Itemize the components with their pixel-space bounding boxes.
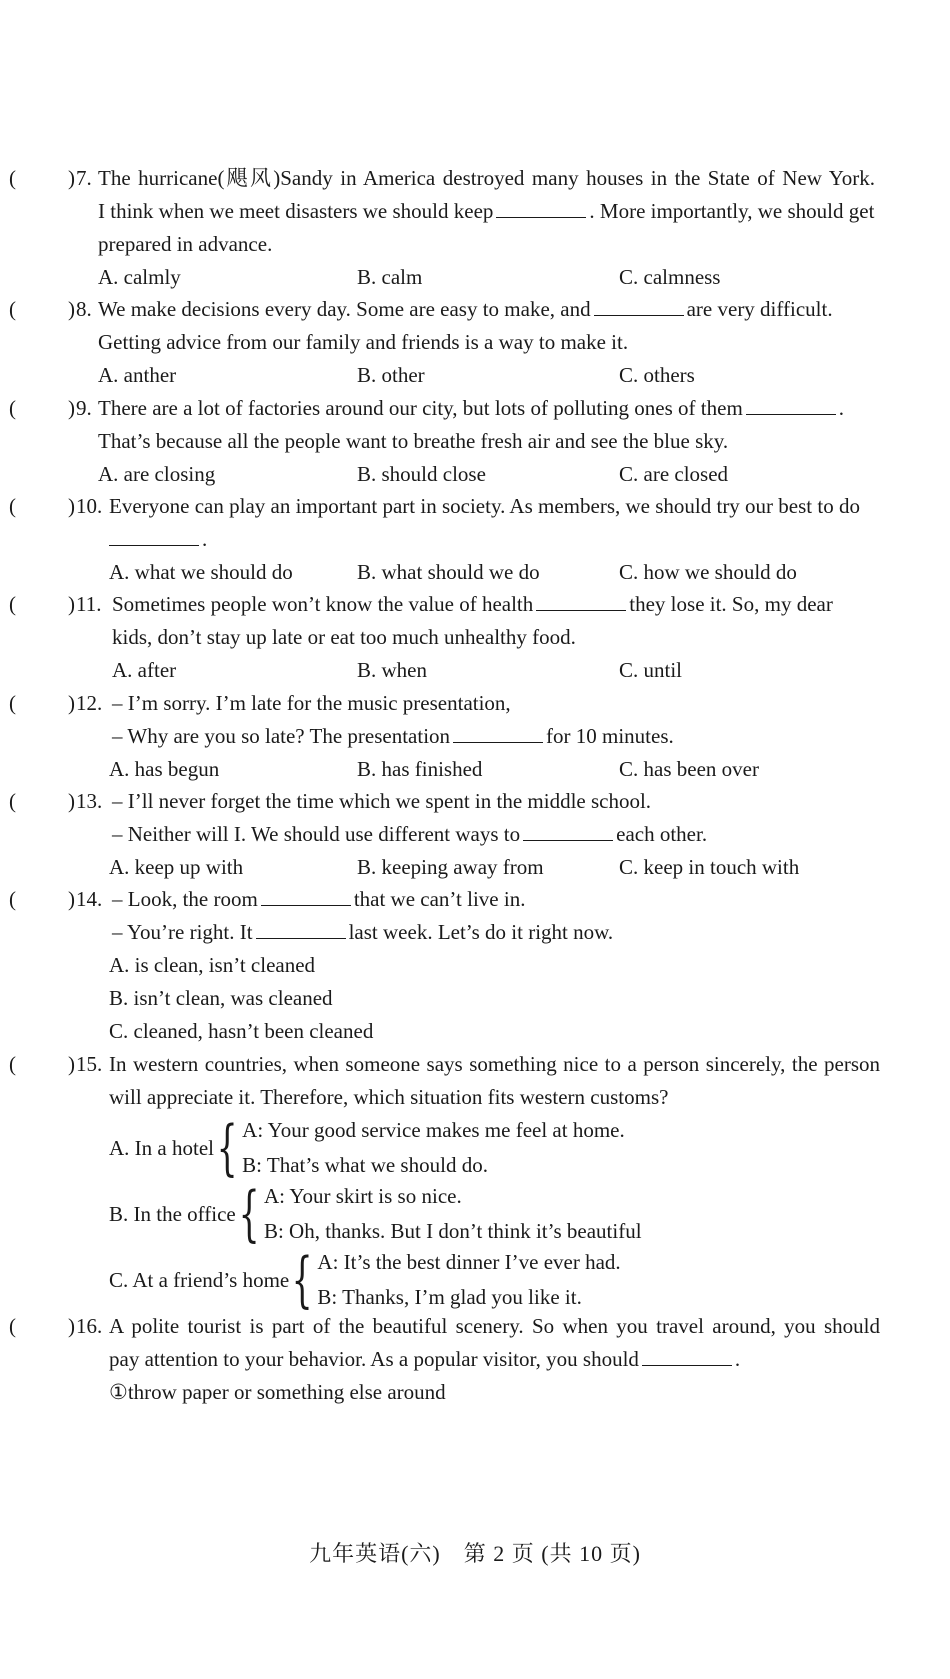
option-a: A. after: [112, 658, 177, 682]
answer-blank: [594, 297, 684, 316]
answer-paren-close: ): [68, 1052, 75, 1076]
dialogue-line-b: B: That’s what we should do.: [242, 1153, 488, 1177]
answer-paren-open: (: [9, 789, 16, 813]
answer-paren-open: (: [9, 297, 16, 321]
option-a: A. is clean, isn’t cleaned: [109, 953, 316, 977]
question-text-line: .: [109, 527, 207, 551]
option-a: A. what we should do: [109, 560, 293, 584]
question-number: 10.: [76, 494, 103, 518]
option-a: A. has begun: [109, 757, 220, 781]
question-text-line: In western countries, when someone says something nice to a person sincerely, the person: [109, 1052, 880, 1076]
answer-blank: [642, 1347, 732, 1366]
answer-paren-open: (: [9, 691, 16, 715]
answer-blank: [109, 527, 199, 546]
answer-paren-close: ): [68, 166, 75, 190]
option-b: B. keeping away from: [357, 855, 544, 879]
question-text-line: We make decisions every day. Some are easy to make, and are very difficult.: [98, 297, 833, 321]
answer-blank: [453, 724, 543, 743]
option-b: B. calm: [357, 265, 423, 289]
option-b: B. what should we do: [357, 560, 540, 584]
option-b: B. has finished: [357, 757, 483, 781]
question-text-line: Getting advice from our family and friends is a way to make it.: [98, 330, 629, 354]
option-b: B. when: [357, 658, 427, 682]
answer-blank: [496, 199, 586, 218]
dialogue-line-b: B: Oh, thanks. But I don’t think it’s beautiful: [263, 1219, 642, 1243]
question-text-line: – I’ll never forget the time which we spent in the middle school.: [112, 789, 652, 813]
question-text-line: The hurricane(飓风)Sandy in America destroyed many houses in the State of New York.: [98, 166, 875, 190]
answer-paren-open: (: [9, 494, 16, 518]
question-text-line: will appreciate it. Therefore, which situation fits western customs?: [109, 1085, 669, 1109]
option-c: C. until: [619, 658, 683, 682]
option-c: C. keep in touch with: [619, 855, 800, 879]
question-text-line: – I’m sorry. I’m late for the music presentation,: [112, 691, 511, 715]
answer-paren-close: ): [68, 789, 75, 813]
option-a: A. anther: [98, 363, 177, 387]
option-b: [109, 1179, 642, 1249]
answer-paren-open: (: [9, 166, 16, 190]
answer-paren-open: (: [9, 592, 16, 616]
answer-blank: [536, 592, 626, 611]
dialogue-line-a: A: Your good service makes me feel at home.: [242, 1118, 625, 1142]
question-text-line: There are a lot of factories around our city, but lots of polluting ones of them .: [98, 396, 845, 420]
question-number: 16.: [76, 1314, 103, 1338]
answer-paren-close: ): [68, 297, 75, 321]
answer-blank: [261, 887, 351, 906]
page-footer: 九年英语(六) 第 2 页 (共 10 页): [309, 1541, 641, 1566]
answer-paren-close: ): [68, 887, 75, 911]
dialogue-line-a: A: It’s the best dinner I’ve ever had.: [317, 1250, 621, 1274]
answer-paren-close: ): [68, 592, 75, 616]
question-text-line: A polite tourist is part of the beautiful scenery. So when you travel around, you should: [109, 1314, 880, 1338]
question-number: 9.: [76, 396, 92, 420]
question-number: 11.: [76, 592, 102, 616]
option-a: [109, 1113, 625, 1183]
question-text-line: – Neither will I. We should use different ways to each other.: [112, 822, 708, 846]
answer-paren-open: (: [9, 1052, 16, 1076]
option-c: C. are closed: [619, 462, 729, 486]
question-text-line: ①throw paper or something else around: [109, 1380, 446, 1404]
answer-blank: [256, 920, 346, 939]
question-text-line: Everyone can play an important part in society. As members, we should try our best to do: [109, 494, 860, 518]
answer-blank: [523, 822, 613, 841]
brace-symbol: {: [238, 1179, 260, 1249]
brace-symbol: {: [216, 1113, 238, 1183]
answer-paren-close: ): [68, 1314, 75, 1338]
option-c: C. calmness: [619, 265, 721, 289]
answer-paren-close: ): [68, 494, 75, 518]
answer-paren-close: ): [68, 691, 75, 715]
option-b: B. other: [357, 363, 425, 387]
question-text-line: I think when we meet disasters we should keep . More importantly, we should get: [98, 199, 875, 223]
dialogue-line-b: B: Thanks, I’m glad you like it.: [317, 1285, 582, 1309]
question-text-line: kids, don’t stay up late or eat too much unhealthy food.: [112, 625, 576, 649]
question-number: 12.: [76, 691, 103, 715]
question-text-line: That’s because all the people want to breathe fresh air and see the blue sky.: [98, 429, 729, 453]
question-number: 14.: [76, 887, 103, 911]
option-b: B. should close: [357, 462, 486, 486]
answer-paren-open: (: [9, 887, 16, 911]
brace-symbol: {: [291, 1245, 313, 1315]
option-b: B. isn’t clean, was cleaned: [109, 986, 333, 1010]
question-text-line: pay attention to your behavior. As a popular visitor, you should .: [109, 1347, 741, 1371]
question-text-line: – Look, the room that we can’t live in.: [112, 887, 526, 911]
answer-paren-open: (: [9, 396, 16, 420]
option-label: C. At a friend’s home: [109, 1267, 290, 1292]
option-a: A. keep up with: [109, 855, 244, 879]
dialogue-line-a: A: Your skirt is so nice.: [263, 1184, 462, 1208]
question-number: 13.: [76, 789, 103, 813]
option-a: A. are closing: [98, 462, 216, 486]
answer-paren-open: (: [9, 1314, 16, 1338]
option-c: C. how we should do: [619, 560, 797, 584]
question-text-line: Sometimes people won’t know the value of health they lose it. So, my dear: [112, 592, 833, 616]
answer-blank: [746, 396, 836, 415]
option-c: C. has been over: [619, 757, 759, 781]
question-number: 15.: [76, 1052, 103, 1076]
option-c: C. cleaned, hasn’t been cleaned: [109, 1019, 374, 1043]
option-c: [109, 1245, 621, 1315]
answer-paren-close: ): [68, 396, 75, 420]
option-c: C. others: [619, 363, 695, 387]
question-text-line: prepared in advance.: [98, 232, 273, 256]
option-label: B. In the office: [109, 1201, 236, 1226]
option-label: A. In a hotel: [109, 1135, 214, 1160]
question-text-line: – Why are you so late? The presentation for 10 minutes.: [112, 724, 674, 748]
question-number: 7.: [76, 166, 92, 190]
option-a: A. calmly: [98, 265, 181, 289]
question-number: 8.: [76, 297, 92, 321]
question-text-line: – You’re right. It last week. Let’s do it right now.: [112, 920, 614, 944]
